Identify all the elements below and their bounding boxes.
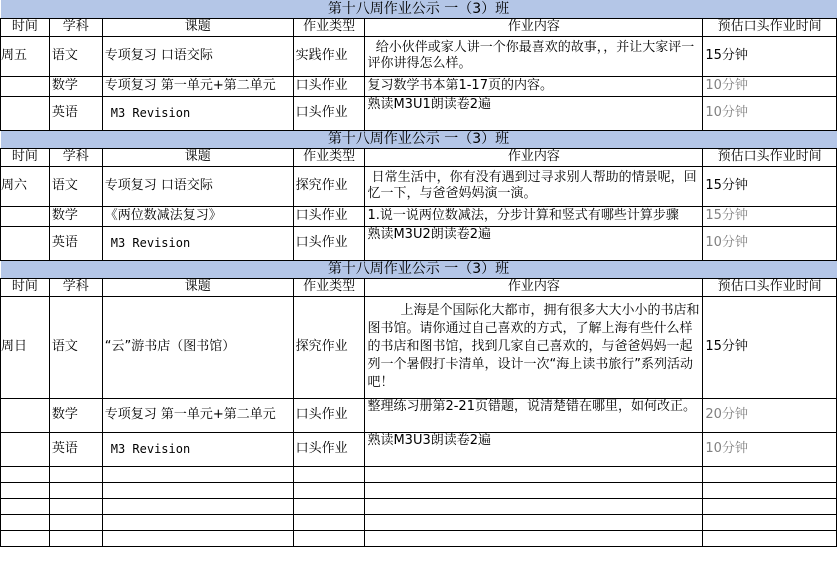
table-row bbox=[1, 96, 837, 130]
empty-cell bbox=[703, 482, 837, 498]
empty-cell bbox=[703, 530, 837, 546]
type-cell: 口头作业 bbox=[293, 76, 365, 96]
section-title: 第十八周作业公示 一（3）班 bbox=[1, 0, 837, 18]
header-type: 作业类型 bbox=[293, 278, 365, 296]
table-row bbox=[1, 226, 837, 260]
header-time: 时间 bbox=[1, 148, 50, 166]
duration-cell: 10分钟 bbox=[703, 96, 837, 130]
type-cell: 口头作业 bbox=[293, 206, 365, 226]
empty-cell bbox=[365, 530, 703, 546]
empty-cell bbox=[49, 514, 102, 530]
header-duration: 预估口头作业时间 bbox=[703, 148, 837, 166]
section-title-row bbox=[1, 0, 837, 18]
empty-row bbox=[1, 498, 837, 514]
empty-cell bbox=[703, 514, 837, 530]
empty-cell bbox=[1, 530, 50, 546]
subject-cell: 语文 bbox=[49, 296, 102, 398]
empty-cell bbox=[1, 514, 50, 530]
empty-cell bbox=[365, 514, 703, 530]
section-title: 第十八周作业公示 一（3）班 bbox=[1, 130, 837, 148]
type-cell: 口头作业 bbox=[293, 226, 365, 260]
content-cell: 熟读M3U2朗读卷2遍 bbox=[365, 226, 703, 260]
day-cell-empty bbox=[1, 76, 50, 96]
empty-cell bbox=[365, 466, 703, 482]
header-topic: 课题 bbox=[102, 278, 293, 296]
empty-cell bbox=[102, 498, 293, 514]
empty-row bbox=[1, 530, 837, 546]
empty-cell bbox=[703, 466, 837, 482]
content-cell: 给小伙伴或家人讲一个你最喜欢的故事，，并让大家评一评你讲得怎么样。 bbox=[365, 36, 703, 76]
table-row bbox=[1, 296, 837, 398]
header-content: 作业内容 bbox=[365, 18, 703, 36]
empty-cell bbox=[293, 498, 365, 514]
duration-cell: 15分钟 bbox=[703, 296, 837, 398]
empty-cell bbox=[1, 482, 50, 498]
section-title-row bbox=[1, 260, 837, 278]
day-cell: 周日 bbox=[1, 296, 50, 398]
day-cell: 周六 bbox=[1, 166, 50, 206]
header-topic: 课题 bbox=[102, 148, 293, 166]
table-row bbox=[1, 76, 837, 96]
day-cell-empty bbox=[1, 226, 50, 260]
topic-cell: M3 Revision bbox=[102, 432, 293, 466]
empty-cell bbox=[293, 482, 365, 498]
empty-cell bbox=[293, 466, 365, 482]
header-duration: 预估口头作业时间 bbox=[703, 278, 837, 296]
header-subject: 学科 bbox=[49, 18, 102, 36]
subject-cell: 数学 bbox=[49, 398, 102, 432]
subject-cell: 数学 bbox=[49, 76, 102, 96]
empty-cell bbox=[102, 514, 293, 530]
subject-cell: 英语 bbox=[49, 432, 102, 466]
header-row bbox=[1, 148, 837, 166]
day-cell-empty bbox=[1, 96, 50, 130]
table-row bbox=[1, 398, 837, 432]
empty-cell bbox=[703, 498, 837, 514]
empty-row bbox=[1, 466, 837, 482]
content-cell: 熟读M3U1朗读卷2遍 bbox=[365, 96, 703, 130]
empty-cell bbox=[365, 482, 703, 498]
topic-cell: M3 Revision bbox=[102, 96, 293, 130]
header-content: 作业内容 bbox=[365, 148, 703, 166]
duration-cell: 15分钟 bbox=[703, 206, 837, 226]
subject-cell: 语文 bbox=[49, 36, 102, 76]
content-cell: 日常生活中，你有没有遇到过寻求别人帮助的情景呢，回忆一下，与爸爸妈妈演一演。 bbox=[365, 166, 703, 206]
table-row bbox=[1, 206, 837, 226]
empty-cell bbox=[49, 482, 102, 498]
duration-cell: 10分钟 bbox=[703, 226, 837, 260]
header-time: 时间 bbox=[1, 18, 50, 36]
duration-cell: 15分钟 bbox=[703, 36, 837, 76]
type-cell: 探究作业 bbox=[293, 166, 365, 206]
header-subject: 学科 bbox=[49, 148, 102, 166]
empty-row bbox=[1, 514, 837, 530]
day-cell: 周五 bbox=[1, 36, 50, 76]
empty-cell bbox=[49, 498, 102, 514]
duration-cell: 10分钟 bbox=[703, 432, 837, 466]
subject-cell: 英语 bbox=[49, 96, 102, 130]
type-cell: 口头作业 bbox=[293, 432, 365, 466]
header-duration: 预估口头作业时间 bbox=[703, 18, 837, 36]
day-cell-empty bbox=[1, 432, 50, 466]
content-cell: 熟读M3U3朗读卷2遍 bbox=[365, 432, 703, 466]
table-row bbox=[1, 166, 837, 206]
empty-cell bbox=[293, 530, 365, 546]
empty-cell bbox=[49, 530, 102, 546]
header-topic: 课题 bbox=[102, 18, 293, 36]
content-cell: 1.说一说两位数减法，分步计算和竖式有哪些计算步骤 bbox=[365, 206, 703, 226]
table-row bbox=[1, 432, 837, 466]
header-type: 作业类型 bbox=[293, 148, 365, 166]
empty-cell bbox=[102, 466, 293, 482]
type-cell: 口头作业 bbox=[293, 398, 365, 432]
day-cell-empty bbox=[1, 398, 50, 432]
type-cell: 口头作业 bbox=[293, 96, 365, 130]
content-cell: 整理练习册第2-21页错题，说清楚错在哪里，如何改正。 bbox=[365, 398, 703, 432]
content-cell: 复习数学书本第1-17页的内容。 bbox=[365, 76, 703, 96]
topic-cell: 专项复习 口语交际 bbox=[102, 166, 293, 206]
content-cell: 上海是个国际化大都市，拥有很多大大小小的书店和图书馆。请你通过自己喜欢的方式，了解上海有些什么样的书店和图书馆，找到几家自己喜欢的，与爸爸妈妈一起列一个暑假打卡清单，设计一次“海上读书旅行”系列活动吧！ bbox=[365, 296, 703, 398]
header-subject: 学科 bbox=[49, 278, 102, 296]
topic-cell: M3 Revision bbox=[102, 226, 293, 260]
day-cell-empty bbox=[1, 206, 50, 226]
header-content: 作业内容 bbox=[365, 278, 703, 296]
header-type: 作业类型 bbox=[293, 18, 365, 36]
empty-cell bbox=[49, 466, 102, 482]
topic-cell: 专项复习 第一单元+第二单元 bbox=[102, 76, 293, 96]
topic-cell: “云”游书店（图书馆） bbox=[102, 296, 293, 398]
topic-cell: 《两位数减法复习》 bbox=[102, 206, 293, 226]
subject-cell: 英语 bbox=[49, 226, 102, 260]
subject-cell: 数学 bbox=[49, 206, 102, 226]
type-cell: 探究作业 bbox=[293, 296, 365, 398]
empty-cell bbox=[1, 498, 50, 514]
empty-cell bbox=[102, 482, 293, 498]
topic-cell: 专项复习 第一单元+第二单元 bbox=[102, 398, 293, 432]
empty-cell bbox=[102, 530, 293, 546]
header-time: 时间 bbox=[1, 278, 50, 296]
subject-cell: 语文 bbox=[49, 166, 102, 206]
duration-cell: 10分钟 bbox=[703, 76, 837, 96]
header-row bbox=[1, 278, 837, 296]
empty-row bbox=[1, 482, 837, 498]
section-title-row bbox=[1, 130, 837, 148]
empty-cell bbox=[293, 514, 365, 530]
topic-cell: 专项复习 口语交际 bbox=[102, 36, 293, 76]
section-title: 第十八周作业公示 一（3）班 bbox=[1, 260, 837, 278]
type-cell: 实践作业 bbox=[293, 36, 365, 76]
duration-cell: 15分钟 bbox=[703, 166, 837, 206]
duration-cell: 20分钟 bbox=[703, 398, 837, 432]
empty-cell bbox=[1, 466, 50, 482]
empty-cell bbox=[365, 498, 703, 514]
table-row bbox=[1, 36, 837, 76]
header-row bbox=[1, 18, 837, 36]
